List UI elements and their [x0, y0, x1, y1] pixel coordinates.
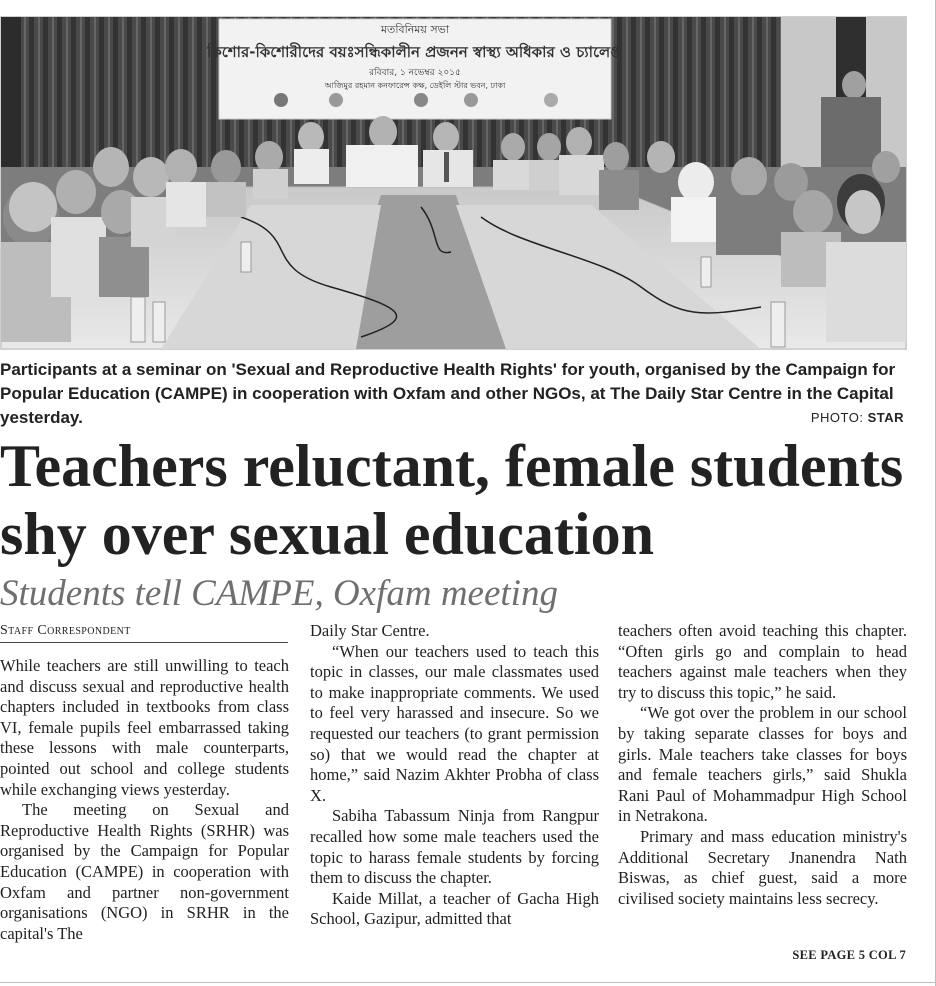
banner-date: রবিবার, ১ নভেম্বর ২০১৫	[369, 68, 461, 78]
news-photo	[0, 16, 907, 350]
banner-venue: আজিমুর রহমান কনফারেন্স কক্ষ, ডেইলি স্টার ভবন, ঢাকা	[324, 81, 506, 90]
article-paragraph: Sabiha Tabassum Ninja from Rangpur recalled how some male teachers used the topic to harass female students by forcing them to discuss the chapter.	[310, 806, 599, 888]
photo-credit-source: STAR	[867, 410, 904, 425]
page-rule-bottom	[0, 982, 936, 983]
sponsor-logo	[274, 93, 288, 107]
article-paragraph-continued: teachers often avoid teaching this chapter. “Often girls go and complain to head teachers against male teachers when they try to discuss this topic,” he said.	[618, 621, 907, 702]
article-column-1	[0, 656, 289, 944]
photo-credit-label: PHOTO:	[810, 410, 864, 425]
sponsor-logo	[544, 93, 558, 107]
article-paragraph: Kaide Millat, a teacher of Gacha High School, Gazipur, admitted that	[310, 888, 599, 929]
article-column-2	[310, 621, 599, 930]
article-paragraph: “When our teachers used to teach this topic in classes, our male classmates used to make inappropriate comments. We used to feel very harassed and insecure. So we requested our teachers (to grant permission so) that we would read the chapter at home,” said Nazim Akhter Probha of class X.	[310, 641, 599, 805]
article-paragraph: The meeting on Sexual and Reproductive Health Rights (SRHR) was organised by the Campaign for Popular Education (CAMPE) in cooperation with Oxfam and partner non-government organisations (NGO) in SRHR in the capital's The	[0, 800, 289, 943]
article-subheadline: Students tell CAMPE, Oxfam meeting	[0, 573, 558, 614]
article-paragraph: “We got over the problem in our school by taking separate classes for boys and girls. Male teachers take classes for boys and female teachers girls,” said Shukla Rani Paul of Mohammadpur High School in Netrakona.	[618, 703, 907, 826]
photo-credit	[811, 410, 904, 425]
photo-caption: Participants at a seminar on 'Sexual and Reproductive Health Rights' for youth, organised by the Campaign for Popular Education (CAMPE) in cooperation with Oxfam and other NGOs, at The Daily Star Centre in the Capital yesterday.	[0, 360, 896, 427]
byline: Staff Correspondent	[0, 623, 288, 643]
banner-title: মতবিনিময় সভা	[380, 23, 450, 36]
article-paragraph-continued: Daily Star Centre.	[310, 621, 430, 640]
article-column-3	[618, 621, 907, 909]
article-paragraph: While teachers are still unwilling to teach and discuss sexual and reproductive health chapters included in textbooks from class VI, female pupils feel embarrassed taking these lessons with male counterparts, pointed out school and college students while exchanging views yesterday.	[0, 656, 289, 799]
article-headline: Teachers reluctant, female students shy over sexual education	[0, 433, 904, 567]
sponsor-logo	[414, 93, 428, 107]
seminar-photo-illustration	[1, 17, 906, 349]
banner-subtitle: কিশোর-কিশোরীদের বয়ঃসন্ধিকালীন প্রজনন স্বাস্থ্য অধিকার ও চ্যালেঞ্জ	[206, 43, 624, 61]
continued-on-link[interactable]: SEE PAGE 5 COL 7	[792, 948, 906, 962]
article-paragraph: Primary and mass education ministry's Additional Secretary Jnanendra Nath Biswas, as chief guest, said a more civilised society maintains less secrecy.	[618, 826, 907, 908]
sponsor-logo	[464, 93, 478, 107]
sponsor-logo	[329, 93, 343, 107]
